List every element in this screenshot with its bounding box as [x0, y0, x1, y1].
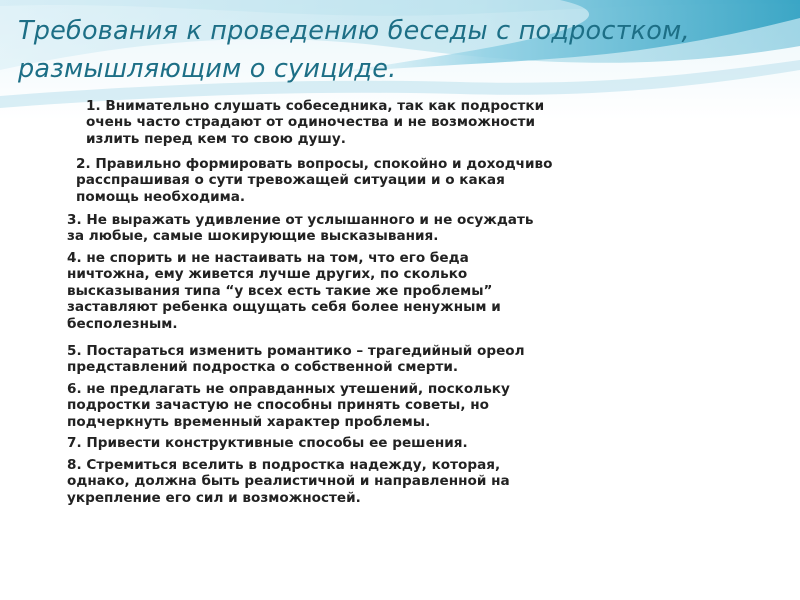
- list-item: 8. Стремиться вселить в подростка надежду, которая, однако, должна быть реалистичной и направленной на укрепление его сил и возможностей.: [67, 457, 510, 506]
- list-item: 3. Не выражать удивление от услышанного и не осуждать за любые, самые шокирующие высказывания.: [67, 212, 534, 245]
- list-item: 6. не предлагать не оправданных утешений, поскольку подростки зачастую не способны принять советы, но подчеркнуть временный характер проблемы.: [67, 381, 510, 430]
- list-item: 5. Постараться изменить романтико – трагедийный ореол представлений подростка о собственной смерти.: [67, 343, 525, 376]
- slide-title: Требования к проведению беседы с подростком, размышляющим о суициде.: [18, 16, 690, 84]
- list-item: 1. Внимательно слушать собеседника, так как подростки очень часто страдают от одиночества и не возможности излить перед кем то свою душу.: [86, 98, 545, 147]
- list-item: 2. Правильно формировать вопросы, спокойно и доходчиво расспрашивая о сути тревожащей ситуации и о какая помощь необходима.: [76, 156, 553, 205]
- list-item: 4. не спорить и не настаивать на том, что его беда ничтожна, ему живется лучше других, по сколько высказывания типа “у всех есть такие же проблемы” заставляют ребенка ощущать себя более ненужным и бесполезным.: [67, 250, 501, 332]
- list-item: 7. Привести конструктивные способы ее решения.: [67, 435, 468, 451]
